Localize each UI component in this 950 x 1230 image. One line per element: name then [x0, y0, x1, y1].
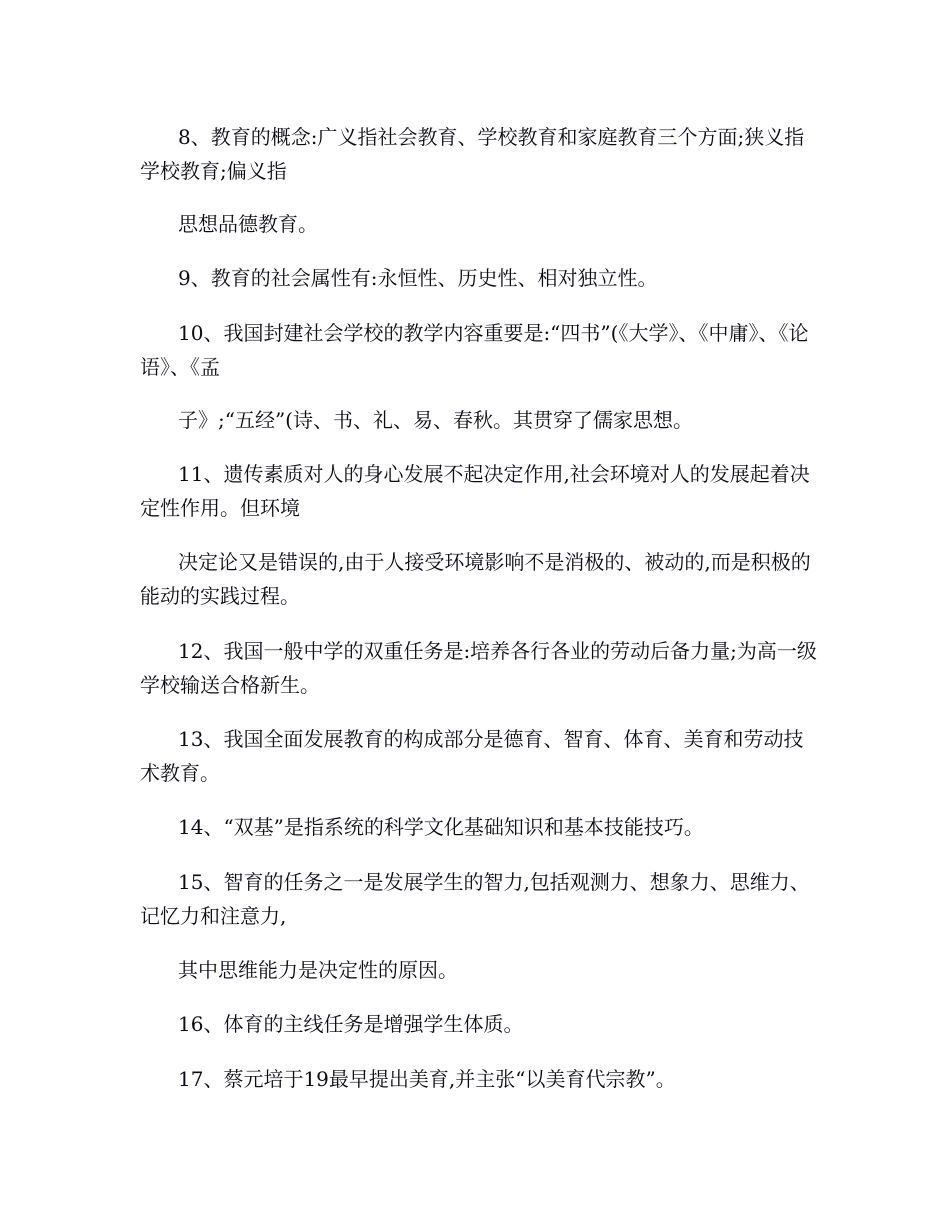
paragraph-9: 9、教育的社会属性有:永恒性、历史性、相对独立性。: [178, 266, 658, 290]
paragraph-13: 13、我国全面发展教育的构成部分是德育、智育、体育、美育和劳动技术教育。: [140, 727, 804, 785]
paragraph-17: 17、蔡元培于19最早提出美育,并主张“以美育代宗教”。: [178, 1067, 676, 1091]
paragraph-15-continued: 其中思维能力是决定性的原因。: [178, 958, 458, 982]
paragraph-12: 12、我国一般中学的双重任务是:培养各行各业的劳动后备力量;为高一级学校输送合格新生。: [140, 639, 817, 697]
paragraph-15: 15、智育的任务之一是发展学生的智力,包括观测力、想象力、思维力、记忆力和注意力,: [140, 870, 810, 928]
paragraph-8-continued: 思想品德教育。: [178, 212, 318, 236]
paragraph-16: 16、体育的主线任务是增强学生体质。: [178, 1012, 524, 1036]
paragraph-10-continued: 子》;“五经”(诗、书、礼、易、春秋。其贯穿了儒家思想。: [178, 408, 693, 432]
paragraph-8: 8、教育的概念:广义指社会教育、学校教育和家庭教育三个方面;狭义指学校教育;偏义指: [140, 125, 805, 183]
paragraph-14: 14、“双基”是指系统的科学文化基础知识和基本技能技巧。: [178, 815, 704, 839]
paragraph-11: 11、遗传素质对人的身心发展不起决定作用,社会环境对人的发展起着决定性作用。但环境: [140, 462, 810, 520]
paragraph-11-continued: 决定论又是错误的,由于人接受环境影响不是消极的、被动的,而是积极的能动的实践过程。: [140, 550, 811, 608]
paragraph-10: 10、我国封建社会学校的教学内容重要是:“四书”(《大学》、《中庸》、《论语》、《孟: [140, 321, 809, 379]
